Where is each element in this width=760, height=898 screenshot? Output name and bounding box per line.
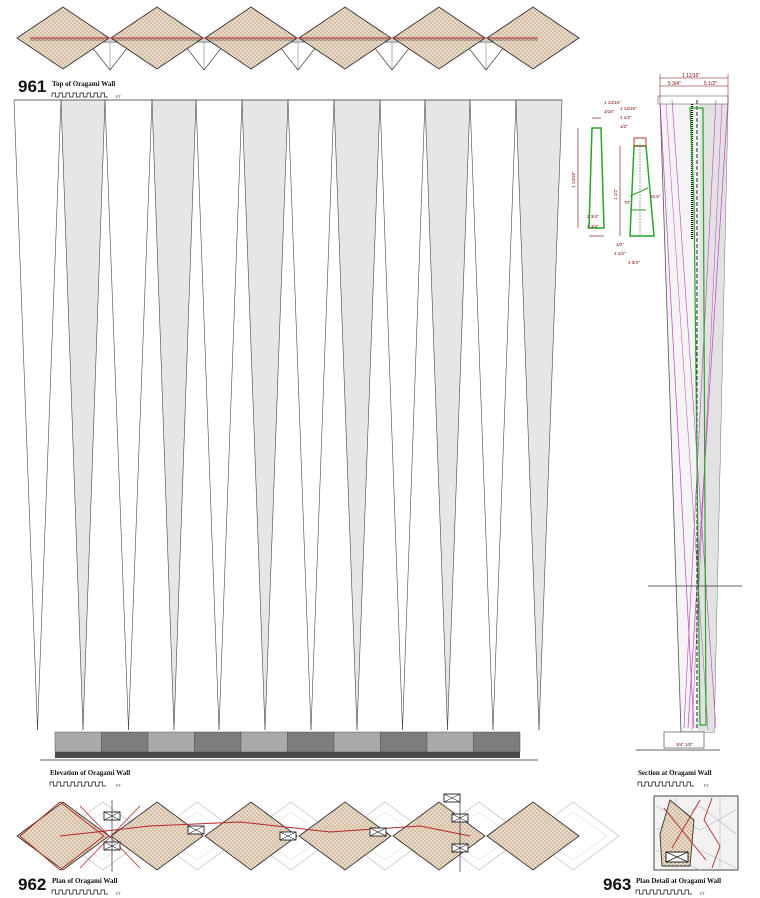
profile-left-dim-top-b: 3/16" [604, 109, 615, 114]
elevation-base-block [195, 732, 242, 752]
profile-right-dim-top-b: 1 1/2" [620, 115, 632, 120]
profile-left-dim-bottom-b: 2 3/4" [587, 224, 599, 229]
profile-detail-left [571, 100, 621, 236]
wall-elevation [14, 100, 562, 760]
profile-right-dim-top-a: 1 13/16" [620, 106, 637, 111]
drawing-label-section [638, 769, 712, 788]
wall-plan [17, 794, 619, 872]
drawing-number-961: 961 [18, 77, 47, 96]
profile-left-dim-bottom-a: 2 3/4" [587, 214, 599, 219]
drawing-title-elevation: Elevation of Oragami Wall [50, 769, 131, 777]
plan-diamond [487, 802, 579, 870]
profile-right-cap [634, 138, 646, 146]
drawing-number-963: 963 [603, 875, 632, 894]
drawing-label-elevation [50, 769, 130, 788]
section-dim-overall: 1 11/16" [682, 73, 701, 79]
profile-detail-right [613, 106, 661, 265]
profile-right-dim-angle-b: 16.5° [650, 194, 661, 199]
profile-right-dim-top-c: 1/2" [620, 124, 628, 129]
scale-unit-elevation: FT [116, 783, 121, 788]
profile-right-dim-bottom-c: 2 3/4" [628, 260, 640, 265]
profile-left-dim-height: 1 13/16" [571, 171, 576, 188]
plan-diamonds [17, 802, 579, 870]
elevation-base-block [55, 732, 102, 752]
scale-bar-961 [52, 93, 108, 97]
elevation-base-block [148, 732, 195, 752]
plan-diamond [111, 802, 203, 870]
section-shaded-face [698, 100, 728, 732]
drawing-title-963: Plan Detail at Oragami Wall [636, 877, 722, 885]
profile-left-dim-top-a: 1 13/16" [604, 100, 621, 105]
elevation-base-footing [55, 752, 520, 758]
elevation-base-block [288, 732, 335, 752]
scale-unit-962: FT [116, 891, 121, 896]
scale-bar-962 [52, 890, 108, 894]
elevation-base-block [102, 732, 149, 752]
profile-left-outline [589, 128, 604, 228]
elevation-base-block [381, 732, 428, 752]
drawing-title-962: Plan of Oragami Wall [52, 877, 118, 885]
profile-right-dim-angle-a: 70° [624, 200, 631, 205]
elevation-base-block [474, 732, 521, 752]
scale-unit-section: FT [704, 783, 709, 788]
profile-right-dim-mid: 1 1/2" [613, 188, 618, 200]
elevation-base-block [241, 732, 288, 752]
plan-diamond [393, 802, 485, 870]
drawing-label-962 [18, 875, 121, 896]
section-dim-half-right: 5 1/2" [704, 81, 717, 87]
drawing-title-961: Top of Oragami Wall [52, 80, 116, 88]
plan-detail [654, 796, 738, 870]
section-dim-base: 3/4" 1/2" [676, 742, 693, 747]
drawing-title-section: Section at Oragami Wall [638, 769, 712, 777]
scale-bar-963 [636, 890, 692, 894]
drawing-number-962: 962 [18, 875, 47, 894]
drawing-label-961 [18, 77, 121, 99]
scale-bar-section [638, 782, 694, 786]
section-cap [658, 96, 728, 104]
profile-right-dim-bottom-a: 1/2" [616, 242, 624, 247]
elevation-base-blocks [55, 732, 520, 758]
top-of-wall-plan [17, 7, 579, 70]
profile-right-dim-bottom-b: 2 1/2" [614, 251, 626, 256]
elevation-base-block [334, 732, 381, 752]
drawing-label-963 [603, 875, 721, 896]
section-dim-half-left: 5 3/4" [668, 81, 681, 87]
elevation-base-block [427, 732, 474, 752]
wall-section [636, 73, 742, 750]
scale-unit-963: FT [700, 891, 705, 896]
scale-unit-961: FT [116, 94, 121, 99]
scale-bar-elevation [50, 782, 106, 786]
